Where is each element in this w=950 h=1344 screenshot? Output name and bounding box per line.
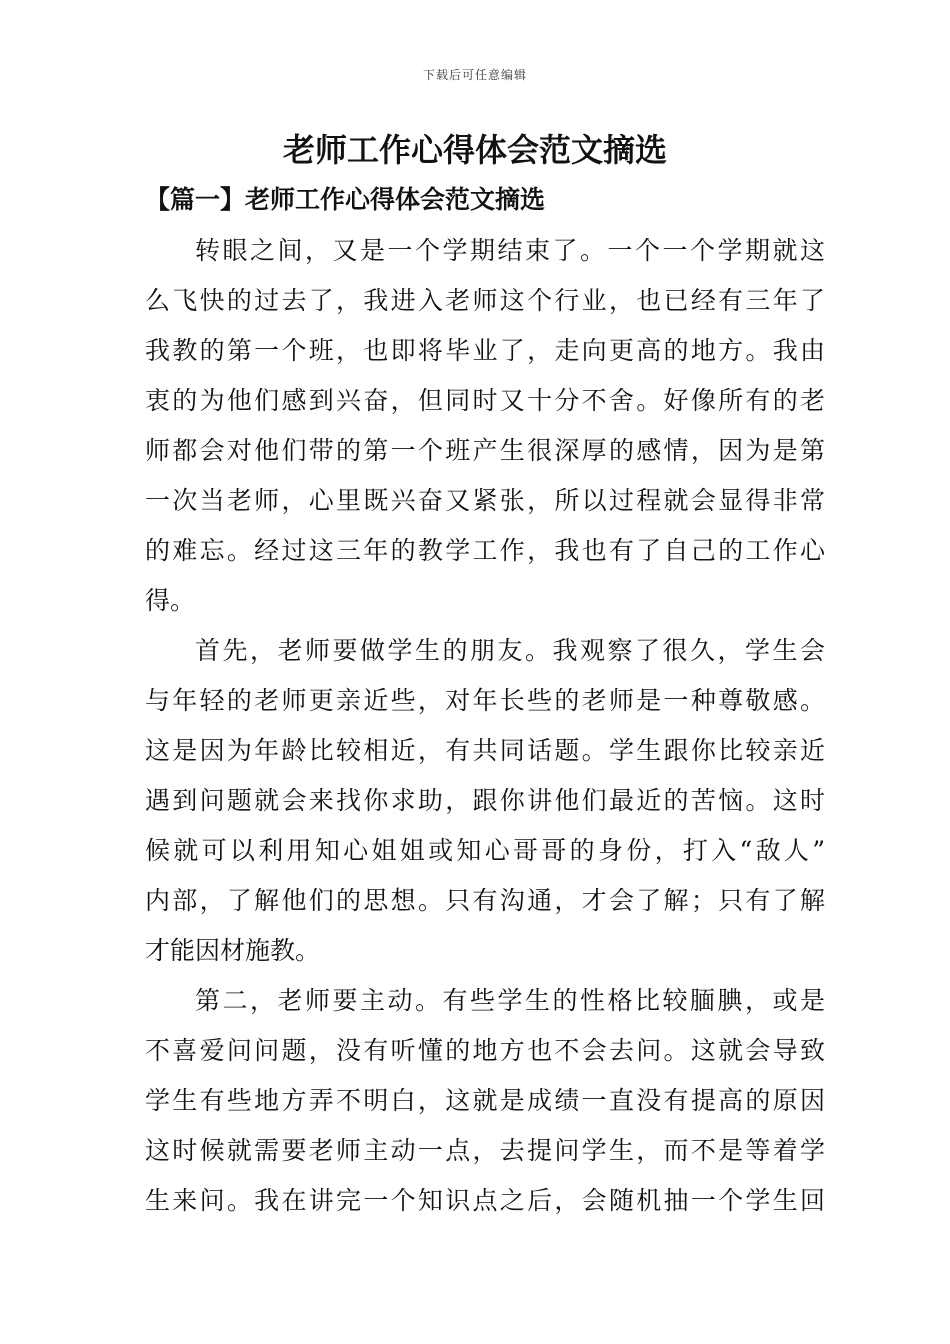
body-text-line: 得。 (145, 586, 196, 615)
body-text-line: 第二，老师要主动。有些学生的性格比较腼腆，或是 (195, 986, 825, 1015)
body-text-line: 首先，老师要做学生的朋友。我观察了很久，学生会 (195, 636, 825, 665)
body-text-line: 生来问。我在讲完一个知识点之后，会随机抽一个学生回 (145, 1186, 825, 1215)
body-text-line: 内部，了解他们的思想。只有沟通，才会了解；只有了解 (145, 886, 825, 915)
body-text-line: 这是因为年龄比较相近，有共同话题。学生跟你比较亲近 (145, 736, 825, 765)
body-text-line: 我教的第一个班，也即将毕业了，走向更高的地方。我由 (145, 336, 825, 365)
document-title: 老师工作心得体会范文摘选 (282, 131, 667, 169)
body-text-line: 师都会对他们带的第一个班产生很深厚的感情，因为是第 (145, 436, 825, 465)
body-text-line: 候就可以利用知心姐姐或知心哥哥的身份，打入“敌人” (145, 836, 825, 865)
body-text-line: 与年轻的老师更亲近些，对年长些的老师是一种尊敬感。 (145, 686, 825, 715)
body-text-line: 学生有些地方弄不明白，这就是成绩一直没有提高的原因 (145, 1086, 825, 1115)
body-text-line: 不喜爱问问题，没有听懂的地方也不会去问。这就会导致 (145, 1036, 825, 1065)
header-note: 下载后可任意编辑 (422, 68, 527, 82)
body-text-line: 么飞快的过去了，我进入老师这个行业，也已经有三年了 (145, 286, 825, 315)
body-text-line: 衷的为他们感到兴奋，但同时又十分不舍。好像所有的老 (145, 386, 825, 415)
body-text-line: 一次当老师，心里既兴奋又紧张，所以过程就会显得非常 (145, 486, 825, 515)
body-text-line: 转眼之间，又是一个学期结束了。一个一个学期就这 (195, 236, 825, 265)
section-heading: 【篇一】老师工作心得体会范文摘选 (145, 185, 546, 214)
body-text-line: 才能因材施教。 (145, 936, 321, 965)
body-text-line: 的难忘。经过这三年的教学工作，我也有了自己的工作心 (145, 536, 825, 565)
document-body (145, 226, 825, 1226)
body-text-line: 遇到问题就会来找你求助，跟你讲他们最近的苦恼。这时 (145, 786, 825, 815)
body-text-line: 这时候就需要老师主动一点，去提问学生，而不是等着学 (145, 1136, 825, 1165)
